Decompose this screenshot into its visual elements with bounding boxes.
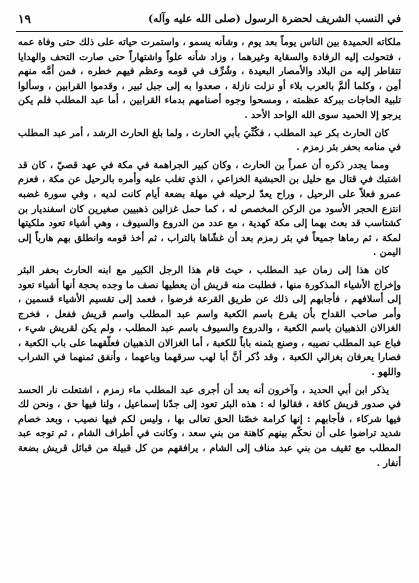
header-divider — [16, 31, 403, 32]
paragraph: يذكر ابن أبي الحديد ، وآخرون أنه بعد أن أجرى عبد المطلب ماء زمزم ، اشتعلت نار الحسد في صدور قريش كافة ، فقالوا له : هذه البئر تعود إلى جدّنا إسماعيل ، ولنا فيها حق ، ونحن لك فيها شركاء ، فأجابهم : إنها كرامة خصّنا الحق تعالى بها ، وليس لكم فيها نصيب ، وبعد خصام شديد تراضوا على أن نحكّم بينهم كاهنة من بني سعد ، وكانت في أطراف الشام ، ثم توجه عبد المطلب مع ثقيف من بني عبد مناف إلى الشام ، يرافقهم من كل قبيلة من قبائل قريش بضعة أنفار . — [18, 384, 401, 469]
running-header — [18, 8, 401, 30]
paragraph: كان هذا إلى زمان عبد المطلب ، حيث قام هذا الرجل الكبير مع ابنه الحارث بحفر البئر وإخراج الأشياء المذكورة منها ، فطلبت منه قريش أن يعطيها نصف ما وجده بحجة أنها أشياء تعود إلى أسلافهم ، فأجابهم إلى ذلك عن طريق القرعة فرضوا ، فعمد إلى تقسيم الأشياء قسمين ، وأمر صاحب القداح بأن يقرع باسم الكعبة واسم عبد المطلب واسم قريش ففعل ، فخرج الغزالان الذهبيان باسم الكعبة ، والدروع والسيوف باسم عبد المطلب ، ولم يكن لقريش شيء ، فباع عبد المطلب نصيبه ، وصنع بثمنه باباً للكعبة ، أما الغزالان الذهبيان فعلّقهما على باب الكعبة ، فصارا يعرفان بغزالي الكعبة ، وقد ذُكر أنَّ أبا لهب سرقهما وباعهما ، وأنفق ثمنهما في الشراب واللهو . — [18, 264, 401, 379]
paragraph: ملكاته الحميدة بين الناس يوماً بعد يوم ، وشأنه يسمو ، واستمرت حياته على ذلك حتى وفاة عمه ، فتحولت إليه الرفادة والسقاية وغيرهما ، وزاد شأنه علواً واشتهاراً حتى صارت التحف والهدايا تتقاطر إليه من البلاد والأمصار البعيدة ، وشُرِّف في قومه وعظم فيهم خطره ، فمن أمَّه منهم أمِن ، وكلما ألمَّ بالعرب بلاء أو نزلت نازلة ، صعدوا به إلى جبل ثبير ، وقدموا القرابين ، وسألوا تلبية الحاجات ببركة عظمته ، ومسحوا وجوه أصنامهم بدماء القرابين ، أما عبد المطلب فلم يكن يرجو إلا الحميد سوى الله الواحد الأحد . — [18, 37, 401, 121]
paragraph: كان الحارث بكر عبد المطلب ، فكُنِّيَ بأبي الحارث ، ولما بلغ الحارث الرشد ، أمر عبد المطلب في منامه بحفر بئر زمزم . — [18, 127, 401, 154]
running-header-title: في النسب الشريف لحضرة الرسول (صلى الله عليه وآله) — [148, 13, 401, 25]
paragraph: ومما يجدر ذكره أن عمراً بن الحارث ، وكان كبير الجراهمة في مكة في عهد قصيّ ، كان قد اشتبك في قتال مع حليل بن الحبشية الخزاعي ، الذي تغلب عليه وأمره بالرحيل عن مكة ، فعزم عمرو فعلاً على الرحيل ، وراح يعدّ لرحيله في مهلة بضعة أيام كانت لديه ، وفي سورة غضبه انتزع الحجر الأسود من الركن المخصص له ، كما حمل غزالين ذهبيين صغيرين كان اسفنديار بن كشتاسب قد بعث بهما إلى مكة كهدية ، مع عدد من الدروع والسيوف ، وهي أشياء تعود ملكيتها لمكة ، ثم رماها جميعاً في بئر زمزم بعد أن غشّاها بالتراب ، ثم أخذ قومه وانطلق بهم هارباً إلى اليمن . — [18, 159, 401, 259]
page-number: ١٩ — [18, 12, 31, 26]
page-body — [18, 36, 401, 474]
